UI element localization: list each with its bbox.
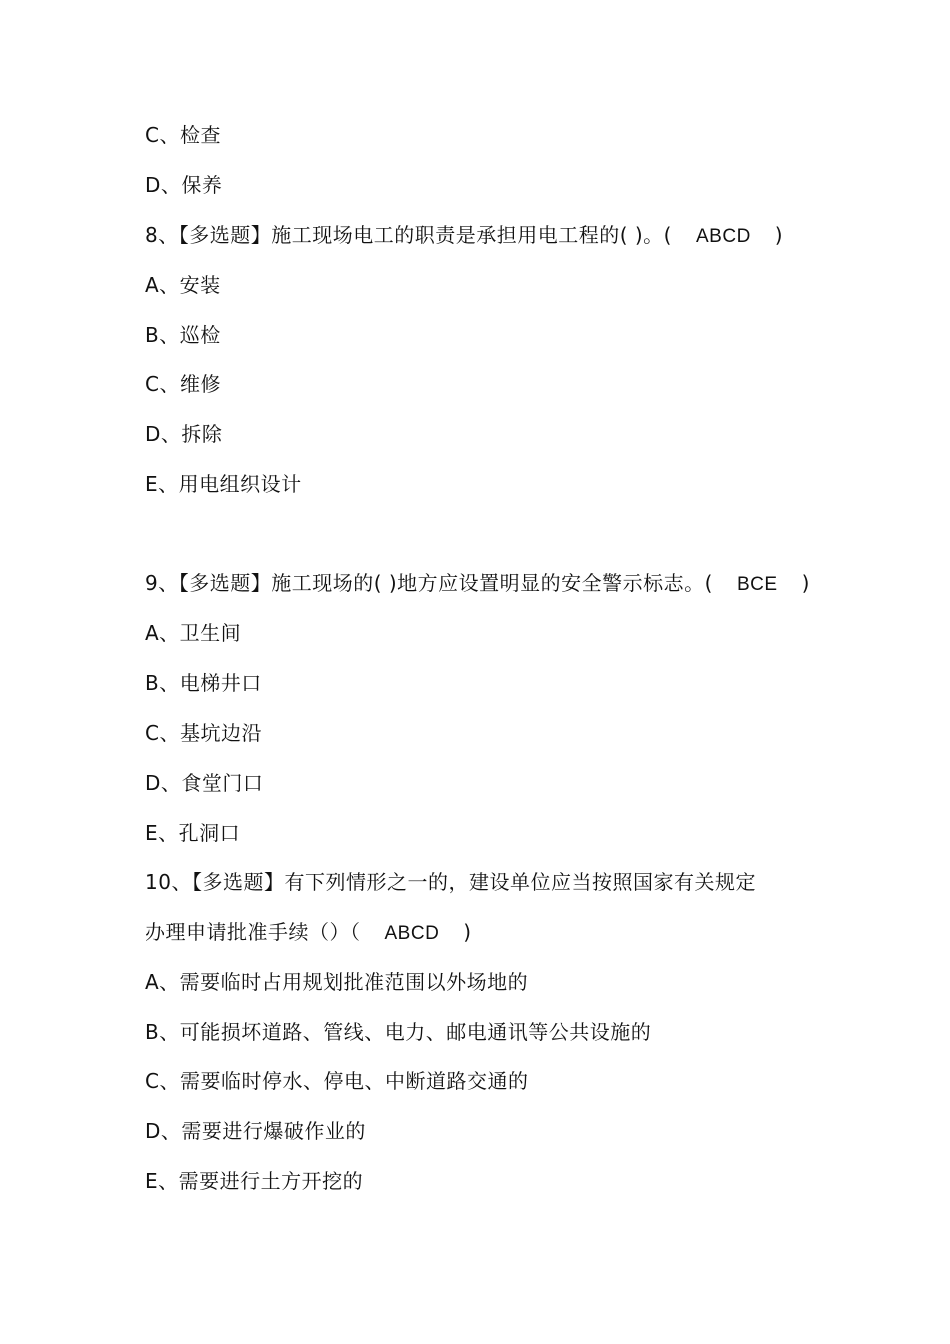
- option-10d: D、需要进行爆破作业的: [145, 1119, 366, 1143]
- option-10a: A、需要临时占用规划批准范围以外场地的: [145, 970, 529, 994]
- option-7d: D、保养: [145, 173, 223, 197]
- option-8c: C、维修: [145, 372, 221, 396]
- question-10-close-paren: ): [463, 920, 472, 944]
- option-10e: E、需要进行土方开挖的: [145, 1169, 364, 1193]
- option-10b: B、可能损坏道路、管线、电力、邮电通讯等公共设施的: [145, 1020, 652, 1044]
- option-9b: B、电梯井口: [145, 671, 262, 695]
- option-9e: E、孔洞口: [145, 821, 241, 845]
- question-10-answer: ABCD: [384, 923, 440, 944]
- question-10-stem-line2: 办理申请批准手续（）（: [145, 920, 361, 944]
- option-9d: D、食堂门口: [145, 771, 264, 795]
- option-9c: C、基坑边沿: [145, 721, 262, 745]
- question-10: [145, 917, 472, 947]
- question-9: [145, 568, 810, 598]
- question-9-stem: 9、【多选题】施工现场的( )地方应设置明显的安全警示标志。(: [145, 571, 713, 595]
- question-10-stem-line1: 10、【多选题】有下列情形之一的，建设单位应当按照国家有关规定: [145, 870, 756, 894]
- question-9-close-paren: ): [801, 571, 810, 595]
- option-8a: A、安装: [145, 273, 221, 297]
- question-8: [145, 220, 783, 250]
- question-8-answer: ABCD: [696, 226, 751, 247]
- question-8-close-paren: ): [774, 223, 784, 247]
- option-8e: E、用电组织设计: [145, 472, 302, 496]
- option-7c: C、检查: [145, 123, 221, 147]
- option-9a: A、卫生间: [145, 621, 242, 645]
- option-10c: C、需要临时停水、停电、中断道路交通的: [145, 1069, 529, 1093]
- question-9-answer: BCE: [737, 574, 778, 595]
- option-8d: D、拆除: [145, 422, 223, 446]
- option-8b: B、巡检: [145, 323, 221, 347]
- question-8-stem: 8、【多选题】施工现场电工的职责是承担用电工程的( )。(: [145, 223, 672, 247]
